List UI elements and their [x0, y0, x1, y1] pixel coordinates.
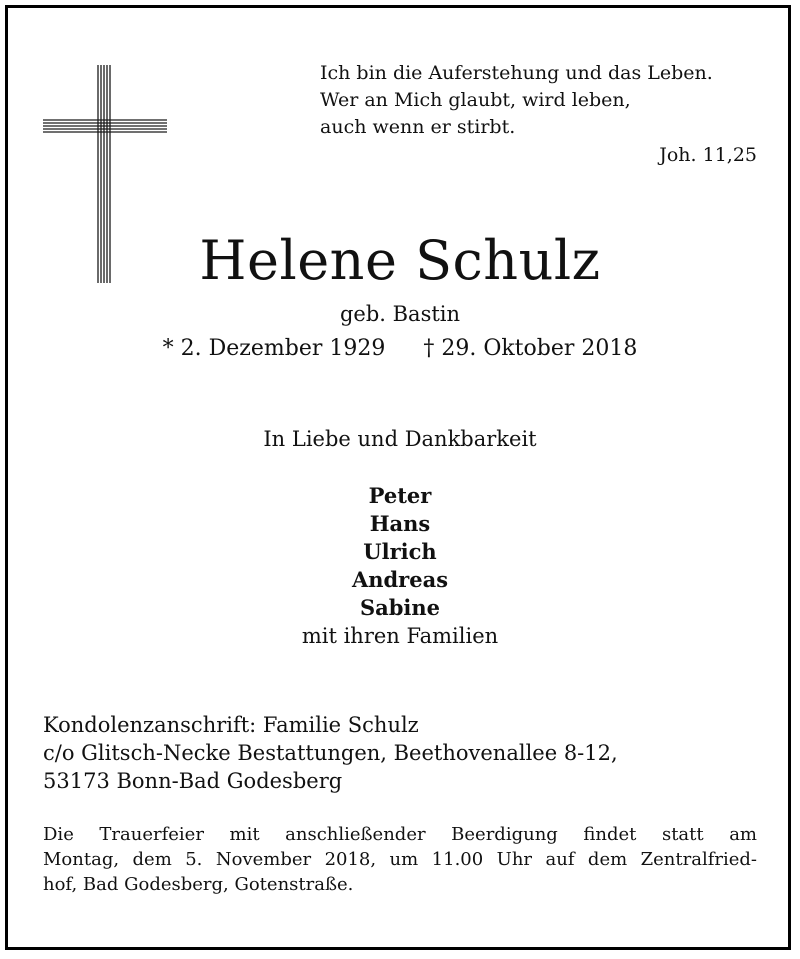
- funeral-line: Montag, dem 5. November 2018, um 11.00 Uhr auf dem Zentralfried-: [43, 849, 757, 870]
- birth-date: * 2. Dezember 1929: [162, 336, 386, 361]
- families-line: mit ihren Familien: [301, 624, 499, 648]
- life-dates: [0, 334, 800, 364]
- verse-line: Ich bin die Auferstehung und das Leben.: [320, 62, 713, 84]
- verse-line: auch wenn er stirbt.: [320, 116, 516, 138]
- mourner-name: Sabine: [359, 595, 441, 620]
- thanks-line: In Liebe und Dankbarkeit: [263, 427, 537, 451]
- funeral-line: hof, Bad Godesberg, Gotenstraße.: [43, 874, 354, 895]
- mourners-list: [0, 482, 800, 650]
- verse-reference: Joh. 11,25: [659, 144, 757, 166]
- deceased-name: Helene Schulz: [199, 229, 601, 292]
- bible-verse: [320, 60, 760, 169]
- address-line: Kondolenzanschrift: Familie Schulz: [43, 713, 419, 737]
- mourner-name: Peter: [368, 483, 432, 508]
- death-date: † 29. Oktober 2018: [423, 336, 638, 361]
- mourner-name: Hans: [369, 511, 431, 536]
- funeral-info: [43, 822, 757, 897]
- funeral-line: Die Trauerfeier mit anschließender Beerdigung findet statt am: [43, 824, 757, 845]
- address-line: 53173 Bonn-Bad Godesberg: [43, 769, 343, 793]
- mourner-name: Ulrich: [363, 539, 437, 564]
- mourner-name: Andreas: [351, 567, 449, 592]
- condolence-address: [43, 711, 763, 795]
- maiden-name: geb. Bastin: [339, 302, 461, 326]
- address-line: c/o Glitsch-Necke Bestattungen, Beethovenallee 8-12,: [43, 741, 618, 765]
- verse-line: Wer an Mich glaubt, wird leben,: [320, 89, 631, 111]
